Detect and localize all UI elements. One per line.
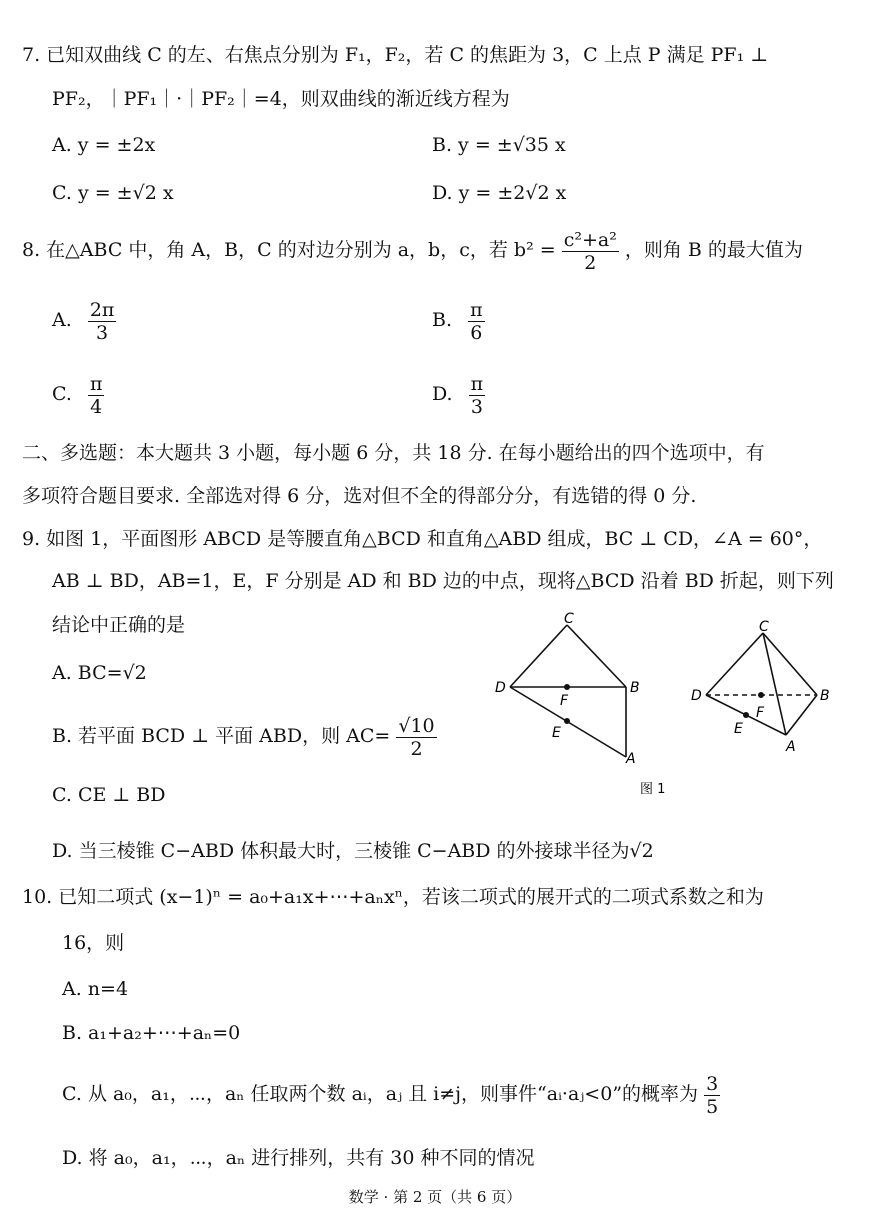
q10-option-c-fraction <box>704 1073 720 1118</box>
q7-option-d: D. y = ±2√2 x <box>432 182 567 204</box>
label-c-folded: C <box>759 619 769 635</box>
point-e <box>564 718 570 724</box>
q9-stem-line1: 9. 如图 1，平面图形 ABCD 是等腰直角△BCD 和直角△ABD 组成，BC ⊥ CD，∠A = 60°， <box>22 528 823 550</box>
q10-option-c <box>62 1070 720 1118</box>
q7-option-a: A. y = ±2x <box>52 134 156 156</box>
q10-option-c-text: C. 从 a₀，a₁，⋯，aₙ 任取两个数 aᵢ，aⱼ 且 i≠j，则事件“aᵢ·aⱼ<0”的概率为 <box>62 1083 699 1105</box>
point-f-folded <box>758 692 764 698</box>
q8-stem <box>22 226 803 274</box>
q9-option-b-den: 2 <box>410 737 423 760</box>
q8-option-b-den: 6 <box>470 321 483 344</box>
q8-option-a-fraction <box>88 299 117 344</box>
q8-fraction-numerator: c²+a² <box>563 228 617 251</box>
q8-option-d-num: π <box>470 372 484 395</box>
q8-option-a-label: A. <box>52 309 72 331</box>
q10-option-a: A. n=4 <box>62 978 129 1000</box>
label-a: A <box>626 751 636 767</box>
figure-1-planar <box>510 625 626 757</box>
q7-stem-line1: 7. 已知双曲线 C 的左、右焦点分别为 F₁，F₂，若 C 的焦距为 3，C 上点 P 满足 PF₁ ⊥ <box>22 44 769 66</box>
q10-stem-line1: 10. 已知二项式 (x−1)ⁿ = a₀+a₁x+⋯+aₙxⁿ，若该二项式的展开式的二项式系数之和为 <box>22 886 764 908</box>
label-e-folded: E <box>734 721 743 737</box>
q8-fraction <box>562 229 619 274</box>
section2-header-line1: 二、多选题：本大题共 3 小题，每小题 6 分，共 18 分. 在每小题给出的四个选项中，有 <box>22 442 765 464</box>
q8-option-a-den: 3 <box>96 321 109 344</box>
label-f-folded: F <box>756 705 765 721</box>
q8-option-c-fraction <box>88 373 105 418</box>
q7-option-b: B. y = ±√35 x <box>432 134 566 156</box>
q8-option-d-fraction <box>469 373 486 418</box>
q10-option-c-den: 5 <box>706 1095 719 1118</box>
page-footer: 数学 · 第 2 页（共 6 页） <box>348 1188 522 1206</box>
q9-option-b <box>52 712 437 760</box>
q8-option-b-num: π <box>470 298 483 321</box>
q8-option-d <box>432 370 485 418</box>
q7-option-c: C. y = ±√2 x <box>52 182 174 204</box>
q10-stem-line2: 16，则 <box>62 932 125 954</box>
q8-option-d-den: 3 <box>470 395 483 418</box>
q9-option-a: A. BC=√2 <box>52 662 147 684</box>
label-b: B <box>630 680 640 696</box>
figure-1 <box>480 605 850 805</box>
q8-option-c-den: 4 <box>90 395 103 418</box>
q9-option-c: C. CE ⊥ BD <box>52 784 166 806</box>
q9-option-b-num: √10 <box>398 714 435 737</box>
q9-option-d: D. 当三棱锥 C−ABD 体积最大时，三棱锥 C−ABD 的外接球半径为√2 <box>52 840 654 862</box>
label-d-folded: D <box>691 688 702 704</box>
q10-option-c-num: 3 <box>706 1072 719 1095</box>
q8-fraction-denominator: 2 <box>584 251 597 274</box>
q7-stem-line2: PF₂，｜PF₁｜·｜PF₂｜=4，则双曲线的渐近线方程为 <box>52 88 510 110</box>
q10-option-b: B. a₁+a₂+⋯+aₙ=0 <box>62 1022 241 1044</box>
q9-option-b-text: B. 若平面 BCD ⊥ 平面 ABD，则 AC= <box>52 725 391 747</box>
q9-stem-line3: 结论中正确的是 <box>52 614 186 636</box>
q10-option-d: D. 将 a₀，a₁，⋯，aₙ 进行排列，共有 30 种不同的情况 <box>62 1147 535 1169</box>
q9-stem-line2: AB ⊥ BD，AB=1，E，F 分别是 AD 和 BD 边的中点，现将△BCD 沿着 BD 折起，则下列 <box>52 570 834 592</box>
label-d: D <box>495 680 506 696</box>
q8-option-c-label: C. <box>52 383 72 405</box>
q8-option-c <box>52 370 104 418</box>
label-a-folded: A <box>786 739 796 755</box>
q8-stem-pre: 8. 在△ABC 中，角 A，B，C 的对边分别为 a，b，c，若 b² = <box>22 239 556 261</box>
q8-stem-post: ，则角 B 的最大值为 <box>624 239 803 261</box>
q8-option-a <box>52 296 116 344</box>
point-e-folded <box>743 712 749 718</box>
label-f: F <box>560 693 569 709</box>
section2-header-line2: 多项符合题目要求. 全部选对得 6 分，选对但不全的得部分分，有选错的得 0 分. <box>22 485 697 507</box>
figure-caption: 图 1 <box>640 782 666 797</box>
label-b-folded: B <box>820 688 830 704</box>
q8-option-b-fraction <box>468 299 485 344</box>
q8-option-b <box>432 296 485 344</box>
q9-option-b-fraction <box>396 715 436 760</box>
label-c: C <box>564 611 574 627</box>
q8-option-c-num: π <box>89 372 103 395</box>
q8-option-a-num: 2π <box>89 298 115 321</box>
point-f <box>564 684 570 690</box>
label-e: E <box>552 725 561 741</box>
q8-option-b-label: B. <box>432 309 453 331</box>
q8-option-d-label: D. <box>432 383 453 405</box>
